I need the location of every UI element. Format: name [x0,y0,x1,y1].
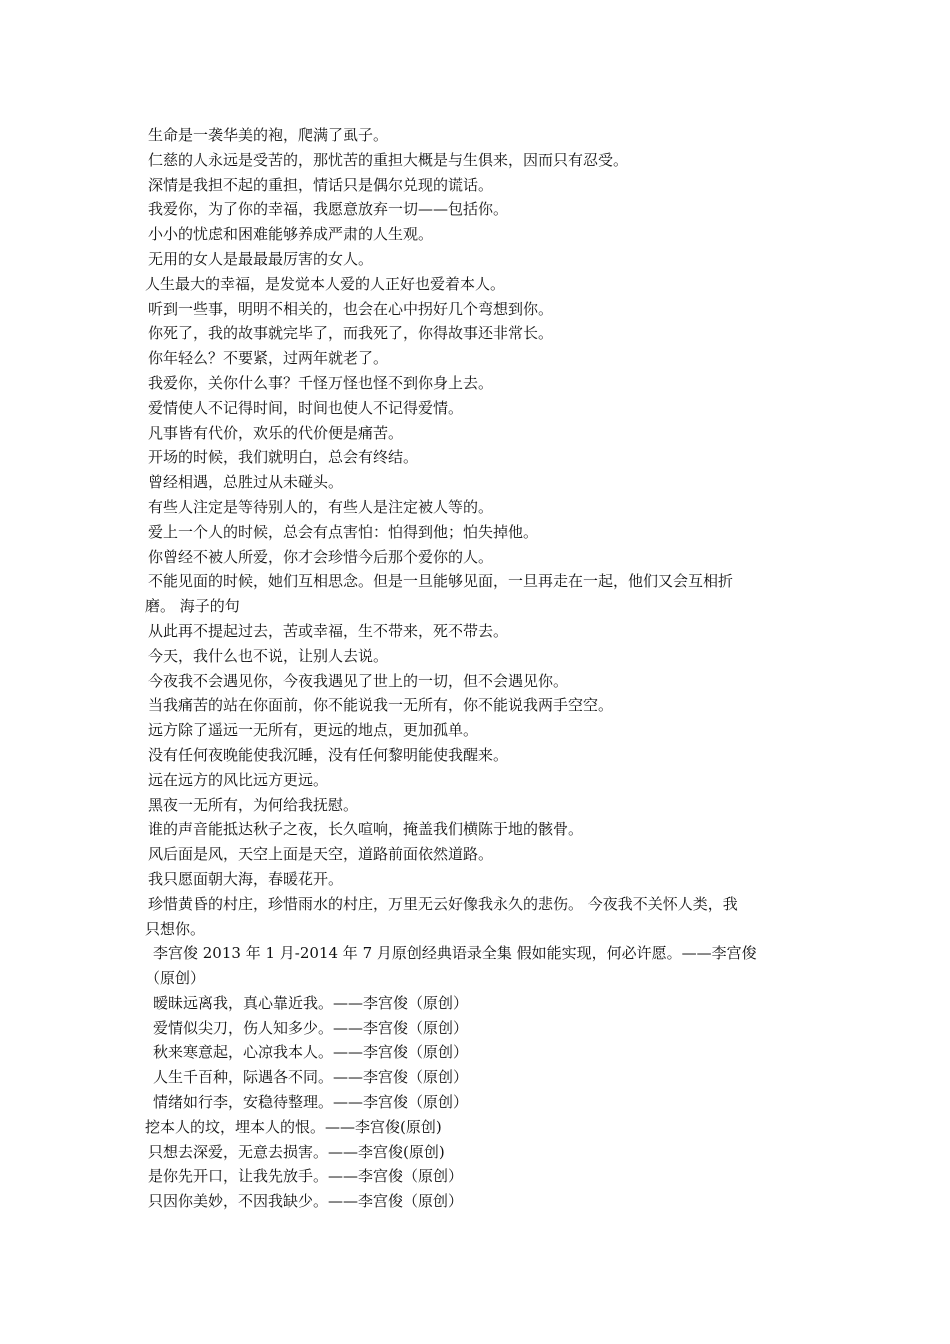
text-line: 你年轻么？不要紧，过两年就老了。 [148,349,389,368]
text-line: 爱情似尖刀，伤人知多少。——李宫俊（原创） [153,1018,469,1037]
text-line: （原创） [145,969,206,988]
text-line: 爱上一个人的时候，总会有点害怕：怕得到他；怕失掉他。 [148,522,539,541]
text-line: 当我痛苦的站在你面前，你不能说我一无所有，你不能说我两手空空。 [148,696,614,715]
text-line: 远在远方的风比远方更远。 [148,770,329,789]
text-line: 我爱你，为了你的幸福，我愿意放弃一切——包括你。 [148,200,509,219]
quote-list [145,123,815,1214]
text-line: 听到一些事，明明不相关的，也会在心中拐好几个弯想到你。 [148,299,554,318]
text-line: 挖本人的坟，埋本人的恨。——李宫俊(原创) [145,1117,442,1136]
text-line: 生命是一袭华美的袍，爬满了虱子。 [148,126,389,144]
text-line: 从此再不提起过去，苦或幸福，生不带来，死不带去。 [148,621,509,640]
text-line: 人生千百种，际遇各不同。——李宫俊（原创） [153,1068,469,1087]
text-line: 仁慈的人永远是受苦的，那忧苦的重担大概是与生俱来，因而只有忍受。 [148,150,629,169]
text-line: 无用的女人是最最最厉害的女人。 [148,249,374,268]
text-line: 暧昧远离我，真心靠近我。——李宫俊（原创） [153,993,469,1012]
text-line: 有些人注定是等待别人的，有些人是注定被人等的。 [148,497,494,516]
text-line: 情绪如行李，安稳待整理。——李宫俊（原创） [153,1093,469,1112]
text-line: 谁的声音能抵达秋子之夜，长久喧响，掩盖我们横陈于地的骸骨。 [148,820,584,839]
text-line: 深情是我担不起的重担，情话只是偶尔兑现的谎话。 [148,175,494,194]
text-line: 小小的忧虑和困难能够养成严肃的人生观。 [148,225,434,244]
text-line: 开场的时候，我们就明白，总会有终结。 [148,448,419,467]
text-line: 只因你美妙，不因我缺少。——李宫俊（原创） [148,1192,464,1211]
text-line: 人生最大的幸福，是发觉本人爱的人正好也爱着本人。 [145,274,506,293]
text-line: 不能见面的时候，她们互相思念。但是一旦能够见面，一旦再走在一起，他们又会互相折 [148,572,734,591]
text-line: 只想你。 [145,919,206,938]
text-line: 磨。 海子的句 [145,597,240,616]
text-line: 凡事皆有代价，欢乐的代价便是痛苦。 [148,423,404,442]
text-line: 曾经相遇，总胜过从未碰头。 [148,473,344,492]
text-line: 你死了，我的故事就完毕了，而我死了，你得故事还非常长。 [148,324,554,343]
text-line: 远方除了遥远一无所有，更远的地点，更加孤单。 [148,721,479,740]
text-line: 没有任何夜晚能使我沉睡，没有任何黎明能使我醒来。 [148,745,509,764]
text-line: 风后面是风，天空上面是天空，道路前面依然道路。 [148,845,494,864]
text-line: 只想去深爱，无意去损害。——李宫俊(原创) [148,1142,445,1161]
text-line: 今天，我什么也不说，让别人去说。 [148,646,389,665]
text-line: 是你先开口，让我先放手。——李宫俊（原创） [148,1167,464,1186]
text-line: 李宫俊 2013 年 1 月-2014 年 7 月原创经典语录全集 假如能实现，何必许愿。——李宫俊 [153,944,757,963]
text-line: 今夜我不会遇见你，今夜我遇见了世上的一切，但不会遇见你。 [148,671,569,690]
text-line: 珍惜黄昏的村庄，珍惜雨水的村庄，万里无云好像我永久的悲伤。 今夜我不关怀人类，我 [148,894,738,913]
text-line: 我只愿面朝大海，春暖花开。 [148,869,344,888]
text-line: 爱情使人不记得时间，时间也使人不记得爱情。 [148,398,464,417]
text-line: 秋来寒意起，心凉我本人。——李宫俊（原创） [153,1043,469,1062]
text-line: 我爱你，关你什么事？千怪万怪也怪不到你身上去。 [148,373,494,392]
text-line: 你曾经不被人所爱，你才会珍惜今后那个爱你的人。 [148,547,494,566]
text-line: 黑夜一无所有，为何给我抚慰。 [148,795,359,814]
